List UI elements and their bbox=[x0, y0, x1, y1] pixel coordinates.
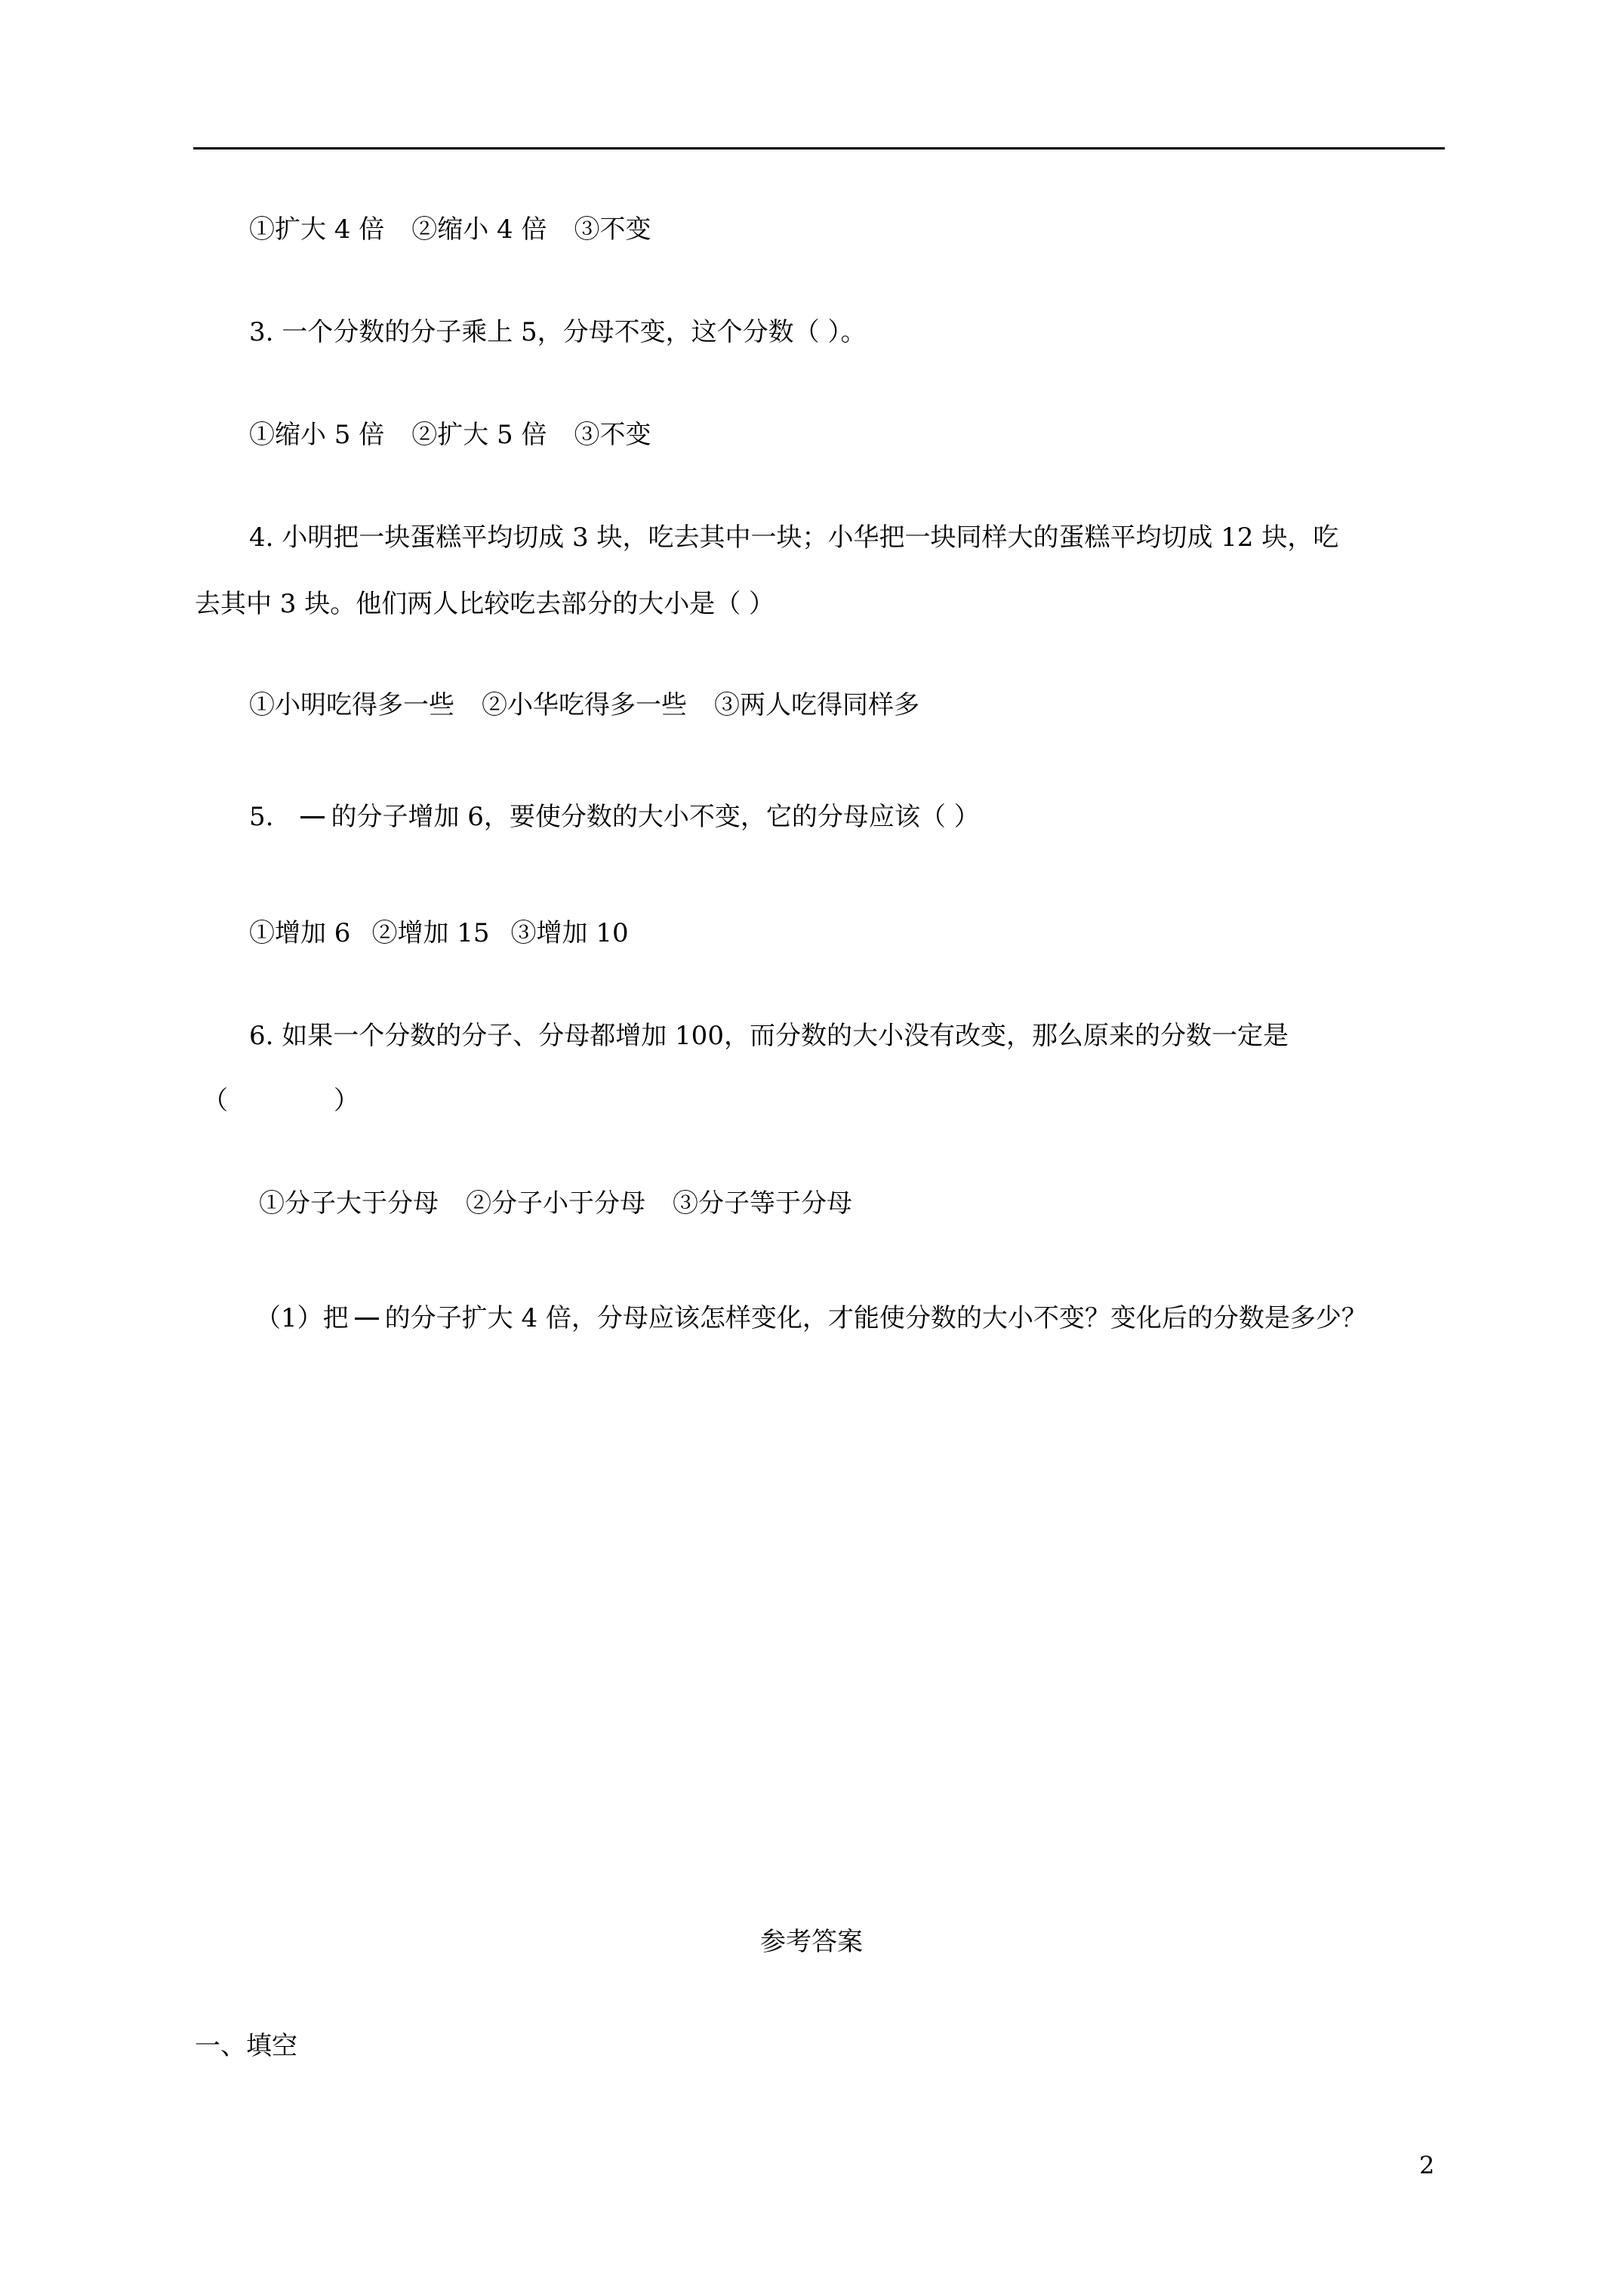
q3-question: 3. 一个分数的分子乘上 5，分母不变，这个分数（ ）。 bbox=[249, 317, 867, 347]
sub-question-1 bbox=[255, 1303, 1367, 1333]
answers-title: 参考答案 bbox=[760, 1927, 863, 1957]
q2-options bbox=[249, 214, 651, 245]
q3-option-2: ②扩大 5 倍 bbox=[411, 420, 547, 450]
q2-option-2: ②缩小 4 倍 bbox=[411, 214, 547, 245]
q5-option-2: ②增加 15 bbox=[371, 918, 490, 948]
q6-option-3: ③分子等于分母 bbox=[673, 1188, 852, 1219]
q6-paren-close: ） bbox=[334, 1086, 359, 1116]
q4-option-3: ③两人吃得同样多 bbox=[714, 690, 919, 720]
q5-option-1: ①增加 6 bbox=[249, 918, 351, 948]
q2-option-3: ③不变 bbox=[574, 214, 651, 245]
q4-question-line2: 去其中 3 块。他们两人比较吃去部分的大小是（ ） bbox=[195, 589, 775, 619]
sub-question-1-prefix: （1）把 bbox=[255, 1303, 349, 1333]
fraction-placeholder bbox=[355, 1318, 379, 1320]
q6-options bbox=[259, 1188, 852, 1219]
q4-option-1: ①小明吃得多一些 bbox=[249, 690, 454, 720]
q3-option-1: ①缩小 5 倍 bbox=[249, 420, 385, 450]
answers-section-1: 一、填空 bbox=[195, 2031, 297, 2061]
q5-option-3: ③增加 10 bbox=[510, 918, 629, 948]
page-number: 2 bbox=[1419, 2151, 1435, 2180]
q5-options bbox=[249, 918, 629, 948]
q2-option-1: ①扩大 4 倍 bbox=[249, 214, 385, 245]
q3-option-3: ③不变 bbox=[574, 420, 651, 450]
sub-question-1-rest: 的分子扩大 4 倍，分母应该怎样变化，才能使分数的大小不变？变化后的分数是多少？ bbox=[384, 1303, 1367, 1333]
q4-options bbox=[249, 690, 919, 720]
q3-options bbox=[249, 420, 651, 450]
q6-option-1: ①分子大于分母 bbox=[259, 1188, 439, 1219]
q5-question bbox=[249, 802, 980, 832]
q6-paren-open: （ bbox=[202, 1086, 228, 1116]
fraction-placeholder bbox=[300, 816, 325, 818]
q6-question-line1: 6. 如果一个分数的分子、分母都增加 100，而分数的大小没有改变，那么原来的分数一定是 bbox=[249, 1021, 1289, 1051]
q5-number: 5. bbox=[249, 802, 274, 832]
q6-question-line2 bbox=[202, 1086, 359, 1116]
q5-question-rest: 的分子增加 6，要使分数的大小不变，它的分母应该（ ） bbox=[331, 802, 980, 832]
q6-option-2: ②分子小于分母 bbox=[466, 1188, 645, 1219]
q4-question-line1: 4. 小明把一块蛋糕平均切成 3 块，吃去其中一块；小华把一块同样大的蛋糕平均切成 12 块，吃 bbox=[249, 522, 1339, 553]
q4-option-2: ②小华吃得多一些 bbox=[482, 690, 687, 720]
header-rule bbox=[193, 147, 1445, 149]
